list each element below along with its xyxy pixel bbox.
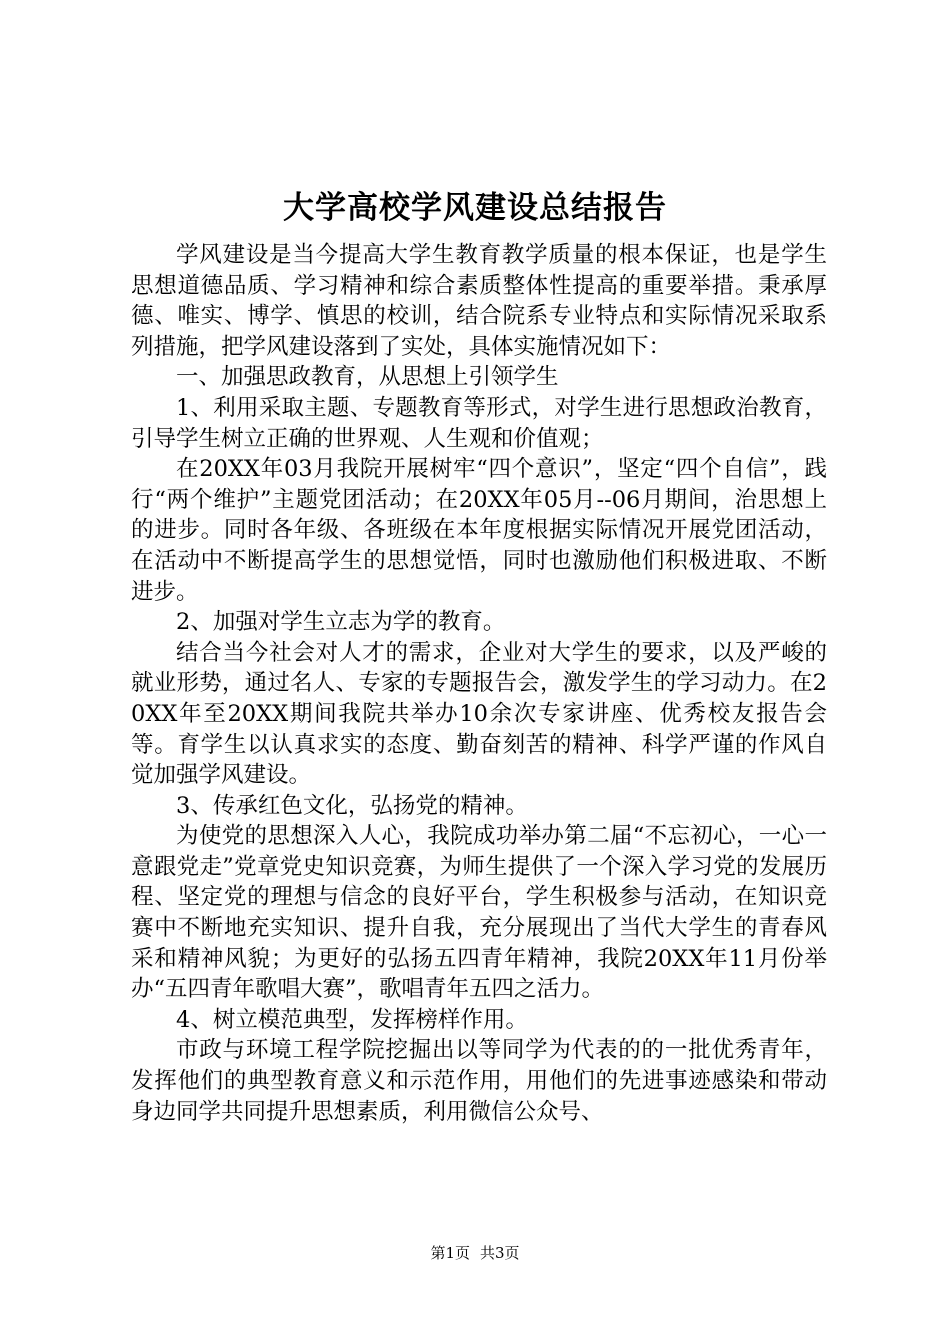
paragraph-intro: 学风建设是当今提高大学生教育教学质量的根本保证，也是学生思想道德品质、学习精神和综合素质整体性提高的重要举措。秉承厚德、唯实、博学、慎思的校训，结合院系专业特点和实际情况采取系列措施，把学风建设落到了实处，具体实施情况如下： bbox=[131, 242, 827, 360]
subsection-heading-4: 4、树立模范典型，发挥榜样作用。 bbox=[176, 1006, 528, 1033]
document-title: 大学高校学风建设总结报告 bbox=[283, 190, 667, 226]
section-heading-1: 一、加强思政教育，从思想上引领学生 bbox=[176, 364, 559, 391]
paragraph-item-1: 1、利用采取主题、专题教育等形式，对学生进行思想政治教育，引导学生树立正确的世界观、人生观和价值观； bbox=[131, 394, 827, 452]
subsection-heading-3: 3、传承红色文化，弘扬党的精神。 bbox=[176, 792, 528, 819]
paragraph-body: 在20XX年03月我院开展树牢“四个意识”，坚定“四个自信”，践行“两个维护”主题党团活动；在20XX年05月--06月期间，治思想上的进步。同时各年级、各班级在本年度根据实际情况开展党团活动，在活动中不断提高学生的思想觉悟，同时也激励他们积极进取、不断进步。 bbox=[131, 456, 827, 605]
page-number-total: 共3页 bbox=[480, 1244, 520, 1262]
subsection-heading-2: 2、加强对学生立志为学的教育。 bbox=[176, 609, 506, 636]
paragraph-body: 市政与环境工程学院挖掘出以等同学为代表的的一批优秀青年，发挥他们的典型教育意义和示范作用，用他们的先进事迹感染和带动身边同学共同提升思想素质，利用微信公众号、 bbox=[131, 1037, 827, 1125]
paragraph-body: 结合当今社会对人才的需求，企业对大学生的要求，以及严峻的就业形势，通过名人、专家的专题报告会，激发学生的学习动力。在20XX年至20XX期间我院共举办10余次专家讲座、优秀校友报告会等。育学生以认真求实的态度、勤奋刻苦的精神、科学严谨的作风自觉加强学风建设。 bbox=[131, 639, 827, 789]
paragraph-body: 为使党的思想深入人心，我院成功举办第二届“不忘初心，一心一意跟党走”党章党史知识竞赛，为师生提供了一个深入学习党的发展历程、坚定党的理想与信念的良好平台，学生积极参与活动，在知识竞赛中不断地充实知识、提升自我，充分展现出了当代大学生的青春风采和精神风貌；为更好的弘扬五四青年精神，我院20XX年11月份举办“五四青年歌唱大赛”，歌唱青年五四之活力。 bbox=[131, 823, 827, 1003]
document-body bbox=[131, 240, 827, 1127]
page-number-current: 第1页 bbox=[430, 1244, 470, 1262]
page-footer bbox=[0, 1243, 950, 1263]
